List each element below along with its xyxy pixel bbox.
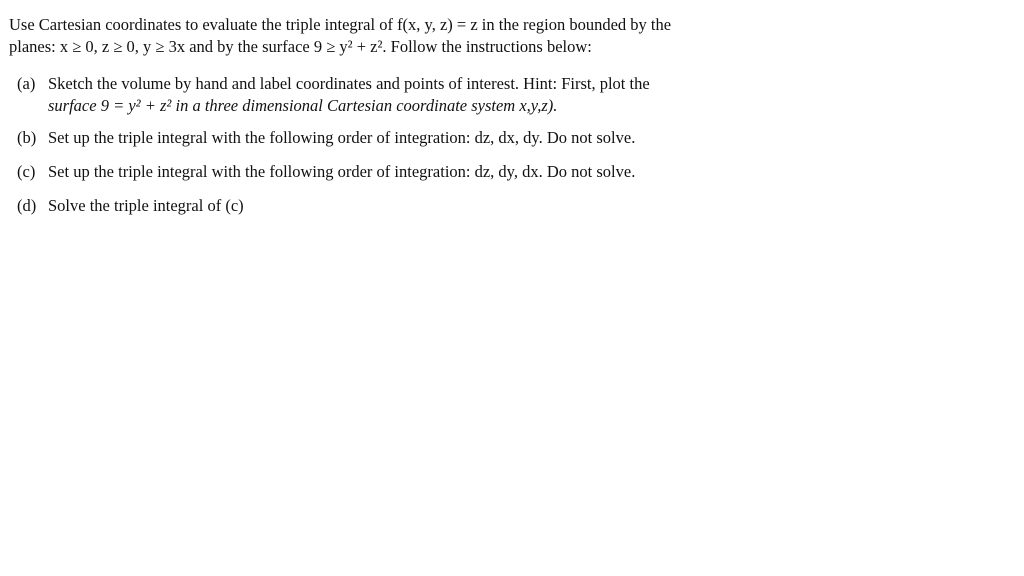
item-d-text: Solve the triple integral of (c) [48, 196, 244, 215]
item-marker-d: (d) [17, 196, 37, 215]
item-marker-b: (b) [17, 128, 37, 147]
item-c-text: Set up the triple integral with the following order of integration: dz, dy, dx. Do not solve. [48, 162, 636, 181]
problem-statement [9, 14, 799, 58]
intro-line-2: planes: x ≥ 0, z ≥ 0, y ≥ 3x and by the surface 9 ≥ y² + z². Follow the instructions below: [9, 37, 592, 56]
item-a-line-1: Sketch the volume by hand and label coordinates and points of interest. Hint: First, plot the [48, 74, 650, 93]
list-item-b [17, 127, 817, 149]
item-a-line-2: surface 9 = y² + z² in a three dimensional Cartesian coordinate system x,y,z). [48, 96, 558, 115]
list-item-c [17, 161, 817, 183]
instruction-list [17, 73, 817, 229]
item-marker-a: (a) [17, 74, 36, 93]
intro-line-1: Use Cartesian coordinates to evaluate the triple integral of f(x, y, z) = z in the region bounded by the [9, 15, 672, 34]
item-b-text: Set up the triple integral with the following order of integration: dz, dx, dy. Do not solve. [48, 128, 636, 147]
list-item-d [17, 195, 817, 217]
list-item-a [17, 73, 817, 117]
item-marker-c: (c) [17, 162, 36, 181]
